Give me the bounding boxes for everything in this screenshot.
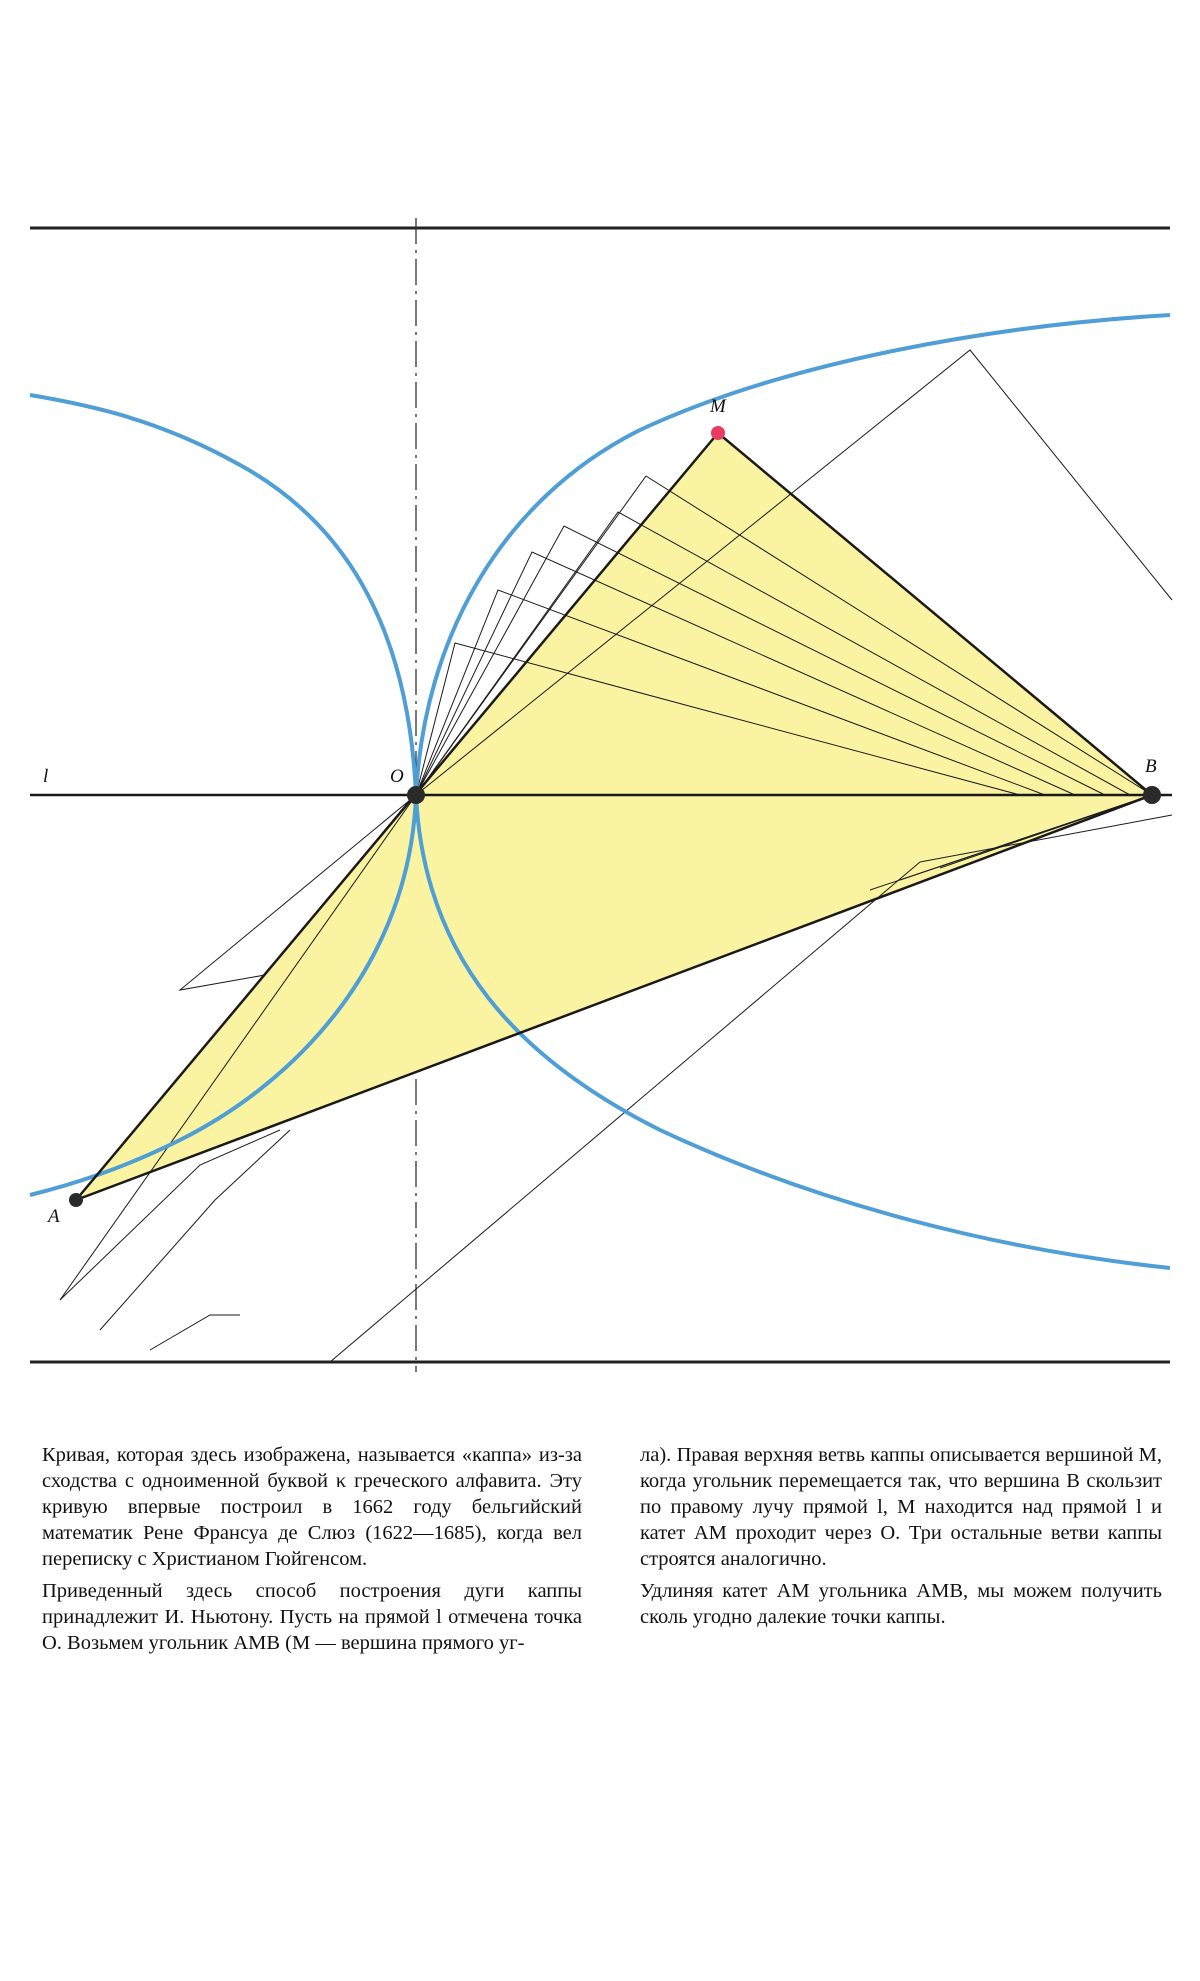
label-m: M — [710, 396, 726, 417]
point-a — [69, 1193, 83, 1207]
text-column-left — [42, 1442, 582, 1662]
label-o: O — [390, 766, 404, 787]
paragraph-branches: ла). Правая верхняя ветвь каппы описывается вершиной M, когда угольник перемещается так, что вершина B скользит по правому лучу прямой l, M находится над прямой l и катет AM проходит через O. Три остальные ветви каппы строятся аналогично. — [640, 1444, 1162, 1570]
point-m — [711, 426, 725, 440]
label-a: A — [48, 1206, 60, 1227]
label-b: B — [1145, 756, 1157, 777]
kappa-upper-left-branch — [30, 395, 416, 795]
paragraph-extension: Удлиняя катет AM угольника AMB, мы можем получить сколь угодно далекие точки каппы. — [640, 1580, 1162, 1628]
paragraph-construction: Приведенный здесь способ построения дуги каппы принадлежит И. Ньютону. Пусть на прямой l отмечена точка O. Возьмем угольник AMB (M — вершина прямого уг- — [42, 1580, 582, 1654]
paragraph-intro: Кривая, которая здесь изображена, называется «каппа» из-за сходства с одноименной буквой κ греческого алфавита. Эту кривую впервые построил в 1662 году бельгийский математик Рене Франсуа де Слюз (1622—1685), когда вел переписку с Христианом Гюйгенсом. — [42, 1444, 582, 1570]
label-l: l — [43, 766, 49, 787]
point-o — [407, 786, 425, 804]
point-b — [1143, 786, 1161, 804]
text-column-right — [640, 1442, 1162, 1636]
